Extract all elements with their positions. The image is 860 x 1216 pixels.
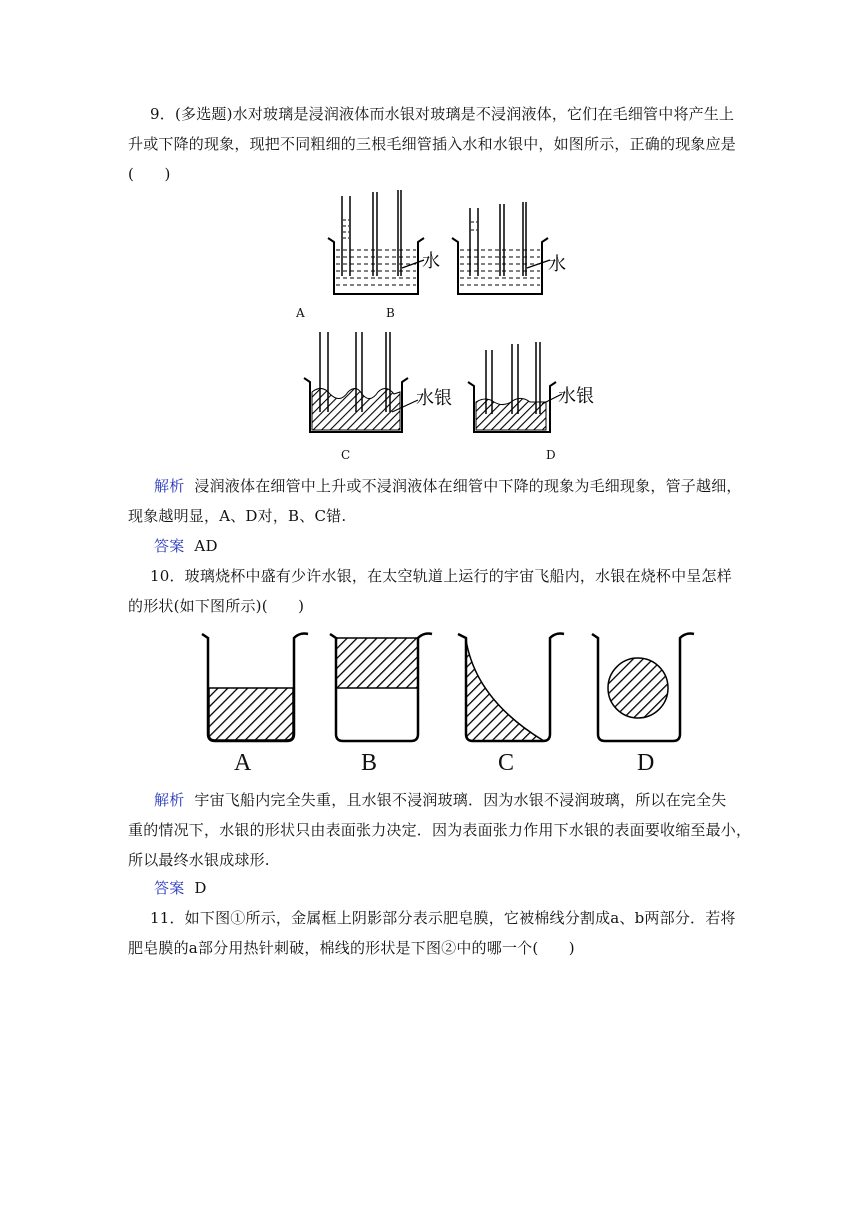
q9-analysis-line1 xyxy=(154,476,742,496)
fig-label-c: C xyxy=(341,448,351,462)
q10-text-line1: 10．玻璃烧杯中盛有少许水银，在太空轨道上运行的宇宙飞船内，水银在烧杯中呈怎样 xyxy=(150,567,732,585)
q9-text-line3: ( ) xyxy=(128,165,171,183)
q9-mercury-figure xyxy=(300,332,600,442)
beaker-10-d xyxy=(592,634,694,742)
mercury-label-d: 水银 xyxy=(558,386,594,407)
q10-label-b: B xyxy=(361,750,378,776)
q10-analysis-line3: 所以最终水银成球形. xyxy=(128,851,270,869)
water-label-a: 水 xyxy=(422,251,440,272)
beaker-d xyxy=(468,342,562,432)
q9-analysis-line2: 现象越明显，A、D对，B、C错. xyxy=(128,507,347,525)
answer-tag: 答案 xyxy=(154,537,185,555)
analysis-text: 宇宙飞船内完全失重，且水银不浸润玻璃．因为水银不浸润玻璃，所以在完全失 xyxy=(194,791,727,809)
q10-answer-line xyxy=(154,878,207,898)
water-label-b: 水 xyxy=(548,254,566,275)
beaker-10-b xyxy=(330,634,432,742)
q9-text-line1: 9．(多选题)水对玻璃是浸润液体而水银对玻璃是不浸润液体，它们在毛细管中将产生上 xyxy=(150,105,735,123)
beaker-10-a xyxy=(202,634,308,742)
fig-label-a: A xyxy=(296,306,305,320)
q10-beakers-figure xyxy=(196,630,696,750)
beaker-b xyxy=(452,202,550,294)
q9-water-figure xyxy=(320,190,580,300)
q11-text-line2: 肥皂膜的a部分用热针刺破，棉线的形状是下图②中的哪一个( ) xyxy=(128,939,575,957)
q10-label-d: D xyxy=(637,750,655,776)
answer-value: D xyxy=(194,879,207,897)
answer-value: AD xyxy=(194,537,218,555)
mercury-label-c: 水银 xyxy=(416,388,452,409)
q10-text-line2: 的形状(如下图所示)( ) xyxy=(128,597,305,615)
fig-label-d: D xyxy=(546,448,556,462)
q10-label-a: A xyxy=(234,750,252,776)
beaker-a xyxy=(328,190,424,294)
analysis-tag: 解析 xyxy=(154,791,185,809)
analysis-tag: 解析 xyxy=(154,477,185,495)
q9-answer-line xyxy=(154,536,218,556)
analysis-text: 浸润液体在细管中上升或不浸润液体在细管中下降的现象为毛细现象，管子越细， xyxy=(194,477,742,495)
fig-label-b: B xyxy=(386,306,395,320)
q9-text-line2: 升或下降的现象，现把不同粗细的三根毛细管插入水和水银中，如图所示，正确的现象应是 xyxy=(128,135,737,153)
beaker-10-c xyxy=(458,634,564,742)
q10-label-c: C xyxy=(498,750,515,776)
q10-analysis-line1 xyxy=(154,790,726,810)
beaker-c xyxy=(304,332,418,432)
q10-analysis-line2: 重的情况下，水银的形状只由表面张力决定．因为表面张力作用下水银的表面要收缩至最小， xyxy=(128,821,752,839)
q11-text-line1: 11．如下图①所示，金属框上阴影部分表示肥皂膜，它被棉线分割成a、b两部分．若将 xyxy=(150,909,736,927)
answer-tag: 答案 xyxy=(154,879,185,897)
